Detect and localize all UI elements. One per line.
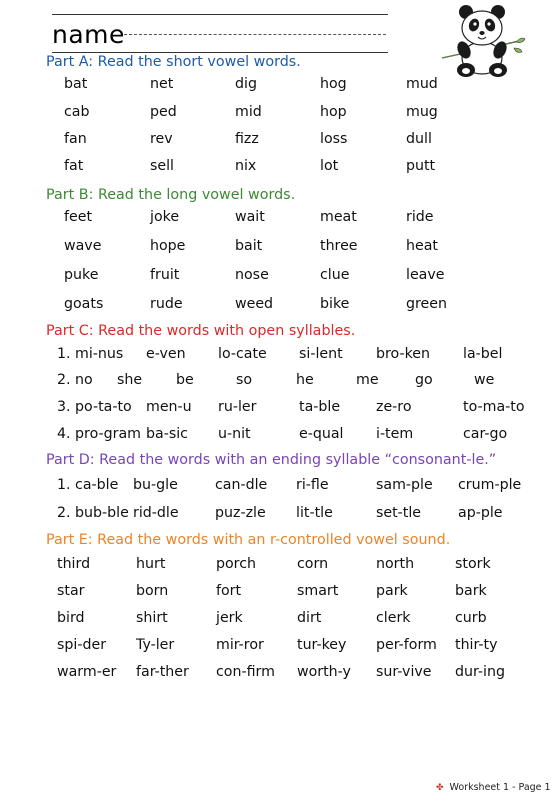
part-c-word: me (356, 372, 379, 388)
part-b-heading: Part B: Read the long vowel words. (46, 187, 296, 203)
part-c-word: u-nit (218, 426, 251, 442)
part-a-word: mud (406, 76, 438, 92)
part-a-word: fan (64, 131, 87, 147)
part-a-word: dig (235, 76, 257, 92)
part-c-word: la-bel (463, 346, 503, 362)
part-c-heading: Part C: Read the words with open syllables. (46, 323, 356, 339)
part-e-word: bark (455, 583, 487, 599)
part-a-word: loss (320, 131, 348, 147)
name-line-bottom (52, 52, 388, 53)
part-c-word: to-ma-to (463, 399, 525, 415)
part-b-word: puke (64, 267, 99, 283)
part-a-word: rev (150, 131, 173, 147)
part-b-word: nose (235, 267, 269, 283)
part-c-word: i-tem (376, 426, 414, 442)
part-c-word: e-ven (146, 346, 186, 362)
part-a-word: lot (320, 158, 339, 174)
part-e-word: north (376, 556, 415, 572)
part-e-word: shirt (136, 610, 168, 626)
part-a-heading: Part A: Read the short vowel words. (46, 54, 301, 70)
part-c-word: car-go (463, 426, 508, 442)
part-a-word: bat (64, 76, 88, 92)
part-b-word: joke (150, 209, 180, 225)
part-c-word: she (117, 372, 143, 388)
part-e-heading: Part E: Read the words with an r-controlled vowel sound. (46, 532, 451, 548)
footer-text: Worksheet 1 - Page 1 (449, 782, 551, 793)
part-a-word: fat (64, 158, 84, 174)
part-b-word: bike (320, 296, 350, 312)
part-e-word: worth-y (297, 664, 351, 680)
part-c-word: so (236, 372, 253, 388)
part-a-word: dull (406, 131, 432, 147)
part-e-word: warm-er (57, 664, 117, 680)
part-d-word: crum-ple (458, 477, 522, 493)
part-c-word: 4. pro-gram (57, 426, 141, 442)
part-e-word: third (57, 556, 91, 572)
part-d-word: lit-tle (296, 505, 333, 521)
part-e-word: bird (57, 610, 85, 626)
part-a-word: mug (406, 104, 438, 120)
part-e-word: spi-der (57, 637, 107, 653)
part-c-word: go (415, 372, 433, 388)
part-a-word: cab (64, 104, 90, 120)
part-a-word: ped (150, 104, 177, 120)
part-d-word: bu-gle (133, 477, 178, 493)
name-line-top (52, 14, 388, 15)
part-e-word: tur-key (297, 637, 347, 653)
part-c-word: be (176, 372, 194, 388)
part-e-word: star (57, 583, 85, 599)
part-b-word: fruit (150, 267, 180, 283)
part-a-word: hog (320, 76, 347, 92)
part-d-word: sam-ple (376, 477, 433, 493)
part-a-word: fizz (235, 131, 259, 147)
part-b-word: leave (406, 267, 445, 283)
part-e-word: far-ther (136, 664, 189, 680)
part-c-word: 3. po-ta-to (57, 399, 132, 415)
part-e-word: clerk (376, 610, 411, 626)
part-d-word: rid-dle (133, 505, 179, 521)
part-b-word: wait (235, 209, 265, 225)
part-c-word: men-u (146, 399, 192, 415)
part-e-word: Ty-ler (136, 637, 175, 653)
part-a-word: mid (235, 104, 262, 120)
part-b-word: wave (64, 238, 102, 254)
part-c-word: bro-ken (376, 346, 431, 362)
part-e-word: per-form (376, 637, 437, 653)
part-b-word: feet (64, 209, 93, 225)
part-b-word: goats (64, 296, 104, 312)
part-e-word: smart (297, 583, 339, 599)
part-e-word: porch (216, 556, 256, 572)
part-e-word: dirt (297, 610, 322, 626)
part-d-word: 2. bub-ble (57, 505, 129, 521)
part-b-word: weed (235, 296, 274, 312)
part-a-word: nix (235, 158, 257, 174)
part-e-word: park (376, 583, 408, 599)
part-d-word: ap-ple (458, 505, 503, 521)
part-e-word: dur-ing (455, 664, 505, 680)
part-c-word: 1. mi-nus (57, 346, 124, 362)
part-b-word: heat (406, 238, 438, 254)
panda-mascot-icon (436, 4, 528, 80)
part-a-word: putt (406, 158, 436, 174)
part-c-word: ba-sic (146, 426, 188, 442)
part-b-word: ride (406, 209, 434, 225)
part-c-word: ru-ler (218, 399, 257, 415)
part-c-word: he (296, 372, 314, 388)
part-e-word: con-firm (216, 664, 275, 680)
part-e-word: hurt (136, 556, 166, 572)
part-d-word: puz-zle (215, 505, 266, 521)
name-line-dashed (124, 34, 386, 35)
part-a-word: net (150, 76, 174, 92)
part-d-word: can-dle (215, 477, 268, 493)
part-b-word: meat (320, 209, 357, 225)
part-c-word: ta-ble (299, 399, 341, 415)
part-b-word: rude (150, 296, 183, 312)
part-a-word: hop (320, 104, 347, 120)
part-e-word: thir-ty (455, 637, 498, 653)
part-e-word: fort (216, 583, 242, 599)
part-e-word: corn (297, 556, 329, 572)
name-label: name (52, 20, 125, 49)
part-c-word: we (474, 372, 495, 388)
part-b-word: hope (150, 238, 186, 254)
part-c-word: 2. no (57, 372, 93, 388)
part-d-word: ri-fle (296, 477, 329, 493)
part-b-word: bait (235, 238, 263, 254)
part-e-word: stork (455, 556, 491, 572)
part-e-word: sur-vive (376, 664, 432, 680)
footer (436, 782, 551, 793)
part-b-word: three (320, 238, 358, 254)
part-d-word: set-tle (376, 505, 422, 521)
part-e-word: jerk (216, 610, 243, 626)
part-e-word: curb (455, 610, 487, 626)
part-e-word: born (136, 583, 169, 599)
part-e-word: mir-ror (216, 637, 264, 653)
name-area (52, 8, 392, 48)
part-c-word: e-qual (299, 426, 344, 442)
part-d-heading: Part D: Read the words with an ending syllable “consonant-le.” (46, 452, 497, 468)
part-d-word: 1. ca-ble (57, 477, 119, 493)
star-icon: ✤ (436, 783, 444, 793)
part-b-word: green (406, 296, 447, 312)
part-b-word: clue (320, 267, 350, 283)
part-a-word: sell (150, 158, 175, 174)
part-c-word: ze-ro (376, 399, 412, 415)
part-c-word: si-lent (299, 346, 343, 362)
part-c-word: lo-cate (218, 346, 267, 362)
